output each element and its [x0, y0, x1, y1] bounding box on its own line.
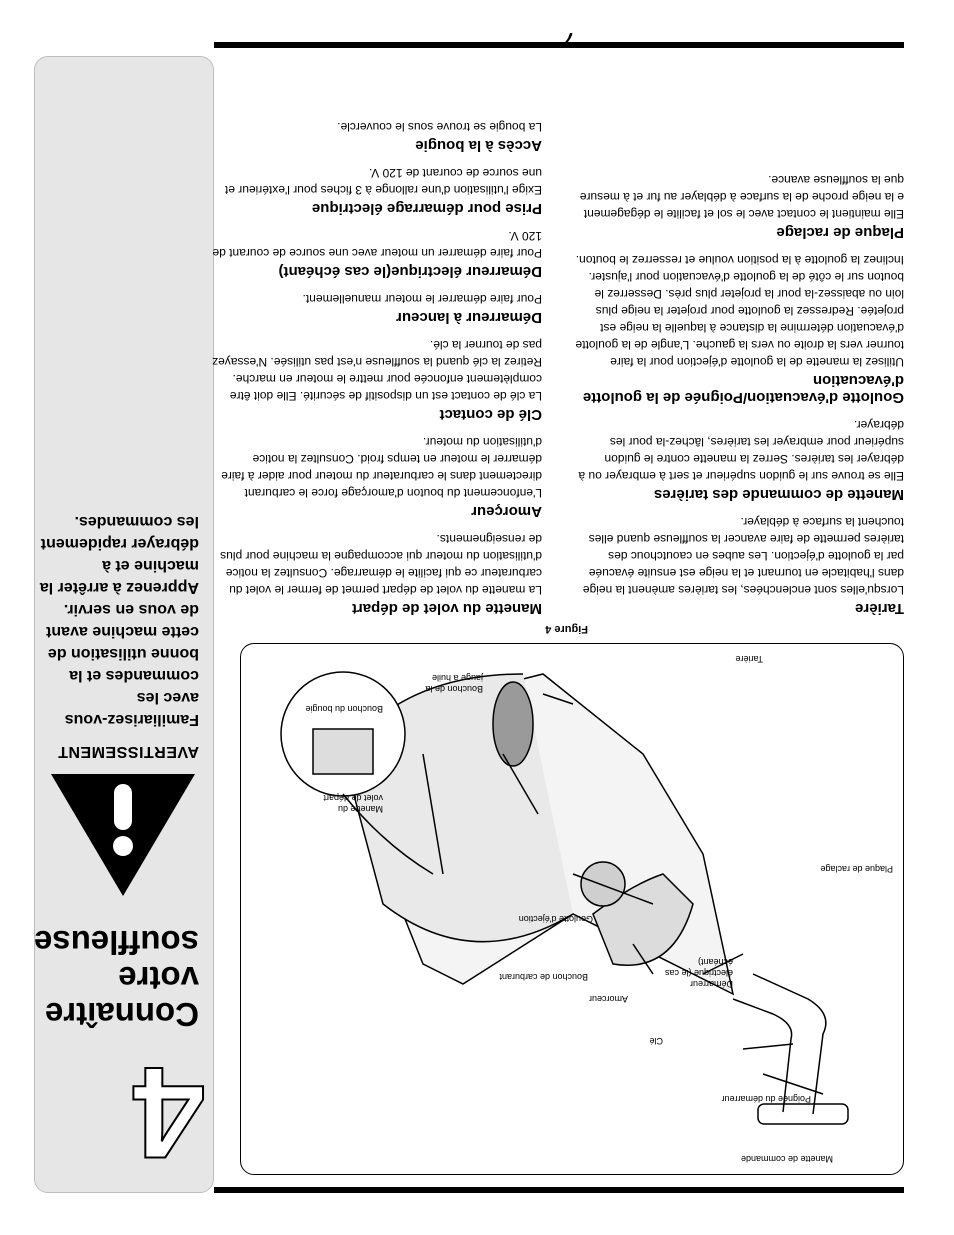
section-body: La bougie se trouve sous le couvercle.	[337, 120, 542, 134]
section-body: Elle maintient le contact avec le sol et facilite le dégagement e la neige proche de la surface à déblayer au fur et à mesure que la souffleuse avance.	[579, 173, 904, 221]
chapter-title: Connaître votre souffleuse	[33, 924, 199, 1033]
label-bouchon-bougie: Bouchon du bougie	[305, 704, 383, 714]
section-cle-contact	[212, 336, 542, 423]
left-column	[574, 161, 904, 617]
top-rule	[214, 1187, 904, 1193]
section-heading: Manette de commande des tarières	[653, 486, 904, 503]
section-heading: Démarreur à lanceur	[396, 309, 542, 326]
figure-title: Figure 4	[545, 623, 588, 635]
label-bouchon-huile: Bouchon de la jauge à huile	[425, 673, 483, 694]
section-amorceur	[212, 433, 542, 520]
label-goulotte: Goulotte d'éjection	[518, 914, 593, 924]
section-body: Exige l'utilisation d'une rallonge à 3 fiches pour l'extérieur et une source de courant de 120 V.	[224, 166, 542, 197]
label-poignee-demarreur: Poignée du démarreur	[721, 1094, 811, 1104]
section-heading: Manette du volet de départ	[351, 600, 542, 617]
warning-icon-bar	[114, 784, 132, 830]
section-body: La manette du volet de départ permet de fermer le volet du carburateur ce qui facilite le démarrage. Consultez la notice d'utilisation du moteur qui accompagne la machine pour plus de renseignements.	[220, 532, 542, 597]
label-manette-volet: Manette du volet de départ	[323, 793, 383, 814]
warning-icon-dot	[113, 836, 133, 856]
label-demarreur-electrique: Démarreur électrique (le cas échéant)	[664, 957, 733, 989]
page-number: 7	[563, 29, 574, 49]
label-tariere: Tarière	[735, 654, 763, 664]
section-goulotte	[574, 251, 904, 406]
section-heading: Goulotte d'évacuation/Poignée de la goulotte d'évacuation	[582, 372, 904, 406]
section-body: La clé de contact est un dispositif de sécurité. Elle doit être complètement enfoncée pour mettre le moteur en marche. Retirez la clé quand la souffleuse n'est pas utilisée. N'essayez pas de tourner la clé.	[212, 338, 542, 403]
section-body: Utilisez la manette de la goulotte d'éjection pour la faire tourner vers la droite ou vers la gauche. L'angle de la goulotte d'évacuation détermine la distance à laquelle la neige est projetée. Redressez la goulotte pour projeter la neige plus loin ou abaissez-la pour la projeter plus près. Desserrez le bouton sur le côté de la goulotte d'évacuation pour l'ajuster. Inclinez la goulotte à la position voulue et resserrez le bouton.	[575, 253, 904, 369]
label-amorceur: Amorceur	[588, 994, 628, 1004]
label-manette-commande: Manette de commande	[740, 1154, 833, 1164]
chapter-number: 4	[132, 1040, 205, 1186]
section-demarreur-electrique	[212, 227, 542, 280]
section-tariere	[574, 513, 904, 617]
section-heading: Démarreur électrique(le cas échéant)	[278, 263, 542, 280]
label-plaque-raclage: Plaque de raclage	[820, 864, 893, 874]
warning-title: AVERTISSEMENT	[57, 743, 199, 760]
section-heading: Plaque de raclage	[776, 224, 904, 241]
section-volet-depart	[212, 530, 542, 617]
section-heading: Clé de contact	[439, 406, 542, 423]
warning-text: Familiarisez-vous avec les commandes et la bonne utilisation de cette machine avant de vous en servir. Apprenez à arrêter la machine et à débrayer rapidement les commandes.	[39, 513, 199, 728]
section-heading: Accès à la bougie	[415, 137, 542, 154]
section-demarreur-lanceur	[212, 290, 542, 326]
right-column	[212, 108, 542, 617]
bottom-rule	[214, 42, 904, 48]
label-cle: Clé	[649, 1036, 663, 1046]
section-manette-commande	[574, 416, 904, 503]
figure-box	[240, 643, 904, 1175]
section-prise-demarrage	[212, 164, 542, 217]
section-heading: Prise pour démarrage électrique	[311, 200, 542, 217]
section-heading: Tarière	[855, 600, 904, 617]
chapter-sidebar	[34, 56, 214, 1193]
section-body: Pour faire démarrer le moteur manuellement.	[302, 292, 542, 306]
section-body: L'enfoncement du bouton d'amorçage force le carburant directement dans le carburateur du moteur pour aider à faire démarrer le moteur en temps froid. Consultez la notice d'utilisation du moteur.	[221, 435, 542, 500]
section-body: Pour faire démarrer un moteur avec une source de courant de 120 V.	[212, 229, 542, 260]
section-heading: Amorçeur	[471, 503, 542, 520]
section-body: Lorsqu'elles sont enclenchées, les tarières amènent la neige dans l'habitacle en tournant et la neige est ensuite évacuée par la goulotte d'éjection. Les aubes en caoutchouc des tarières permette de faire avancer la souffleuse quand elles touchent la surface à déblayer.	[582, 515, 904, 597]
section-plaque-raclage	[574, 171, 904, 241]
label-bouchon-carburant: Bouchon de carburant	[499, 972, 588, 982]
section-body: Elle se trouve sur le guidon supérieur et sert à embrayer ou à débrayer les tarières. Serrez la manette contre le guidon supérieur pour embrayer les tarières, lâchez-la pour les débrayer.	[578, 418, 904, 483]
section-acces-bougie	[212, 118, 542, 154]
